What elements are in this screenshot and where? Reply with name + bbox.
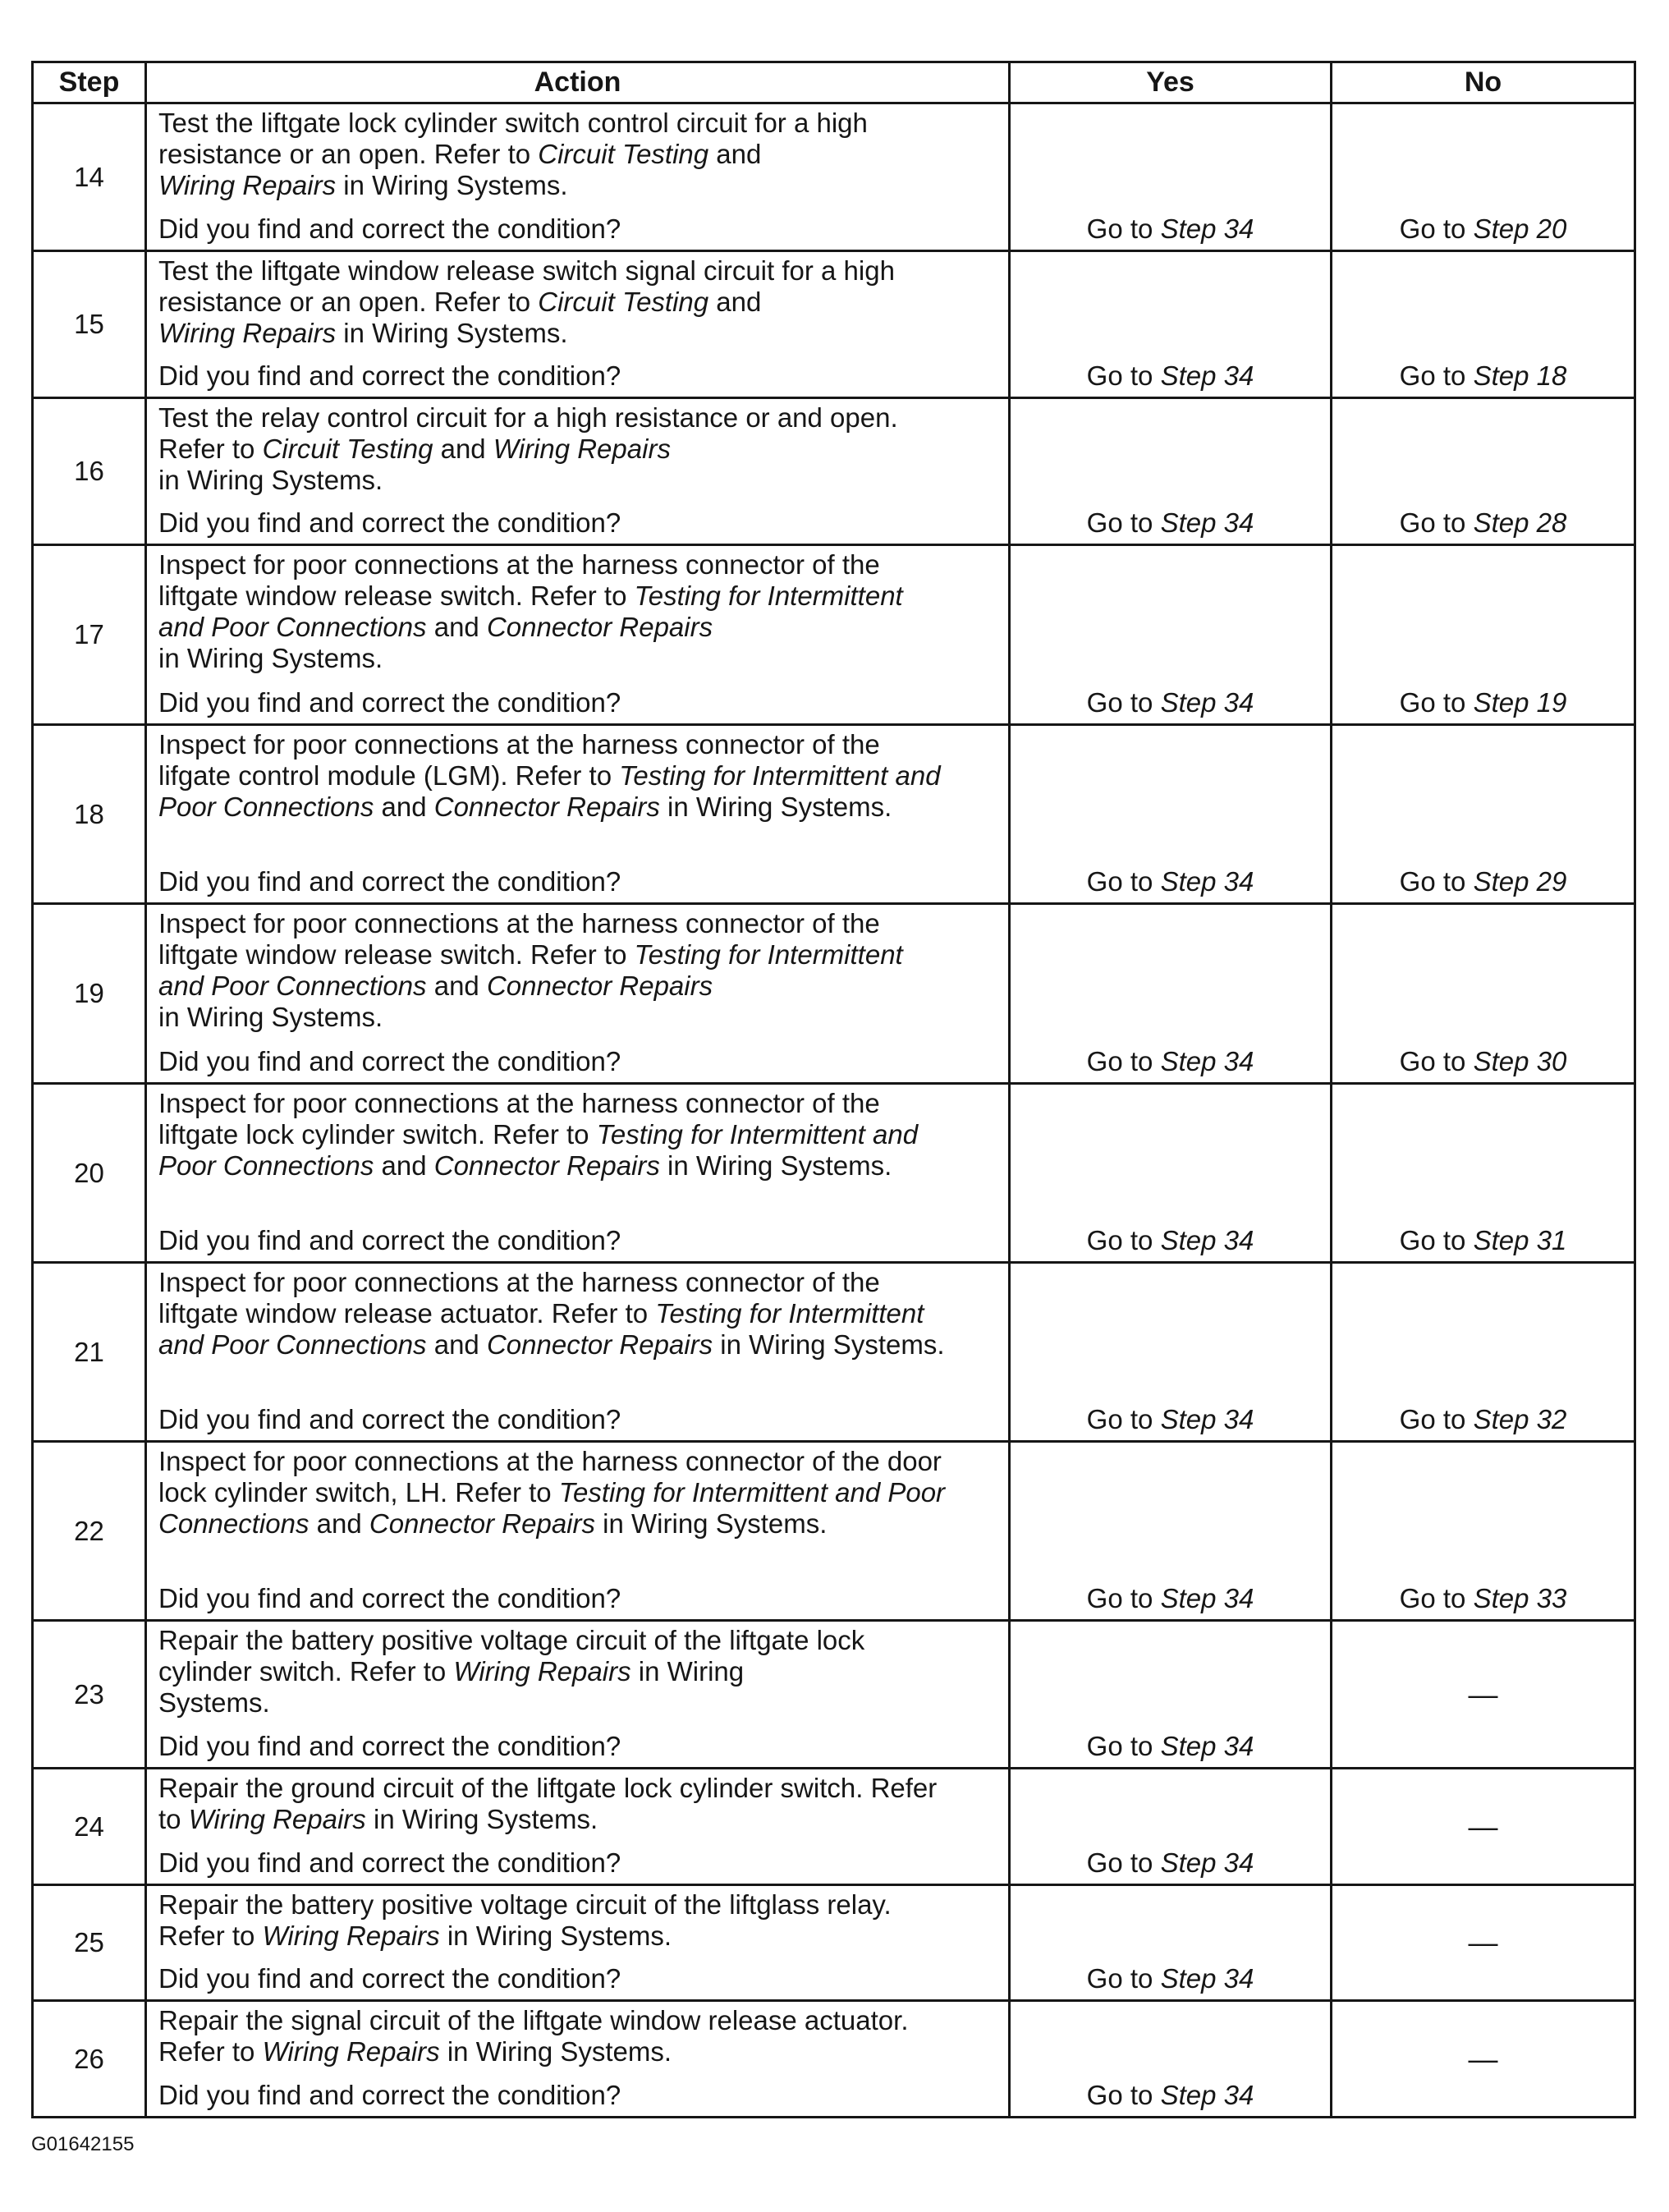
yes-cell	[1010, 1263, 1332, 1442]
action-text: and	[426, 612, 487, 642]
no-cell	[1332, 904, 1635, 1084]
action-text: and	[716, 287, 762, 317]
no-cell-empty: —	[1332, 1769, 1635, 1885]
go-to-label: Go to	[1086, 2080, 1153, 2110]
action-text: Inspect for poor connections at the harness connector of the lifgate control module (LGM). Refer to	[158, 729, 880, 791]
yes-cell	[1010, 251, 1332, 398]
reference-text: Testing for Intermittent and Poor Connections	[158, 1477, 946, 1539]
reference-text: Connector Repairs	[433, 1150, 660, 1181]
reference-text: Connector Repairs	[433, 792, 660, 822]
reference-text: Wiring Repairs	[493, 434, 671, 464]
step-number: 15	[33, 251, 146, 398]
action-cell	[146, 1263, 1010, 1442]
go-to-label: Go to	[1086, 213, 1153, 244]
no-step-ref: Step 28	[1473, 507, 1567, 538]
table-row	[33, 1769, 1635, 1885]
no-cell-empty: —	[1332, 1885, 1635, 2001]
action-cell	[146, 103, 1010, 251]
action-question: Did you find and correct the condition?	[158, 2080, 621, 2110]
action-cell	[146, 1442, 1010, 1621]
go-to-label: Go to	[1086, 1225, 1153, 1255]
step-number: 17	[33, 545, 146, 725]
no-step-ref: Step 31	[1473, 1225, 1567, 1255]
reference-text: Circuit Testing	[538, 139, 709, 169]
yes-step-ref: Step 34	[1160, 1731, 1254, 1761]
go-to-label: Go to	[1086, 1583, 1153, 1613]
action-cell	[146, 1885, 1010, 2001]
action-text: and	[374, 1150, 434, 1181]
action-cell	[146, 904, 1010, 1084]
table-row	[33, 725, 1635, 904]
action-question: Did you find and correct the condition?	[158, 1046, 621, 1076]
header-step: Step	[33, 62, 146, 103]
action-cell	[146, 2001, 1010, 2118]
action-text: and	[426, 971, 487, 1001]
no-step-ref: Step 19	[1473, 687, 1567, 718]
go-to-label: Go to	[1399, 360, 1466, 391]
action-description	[158, 108, 997, 201]
action-text: in Wiring Systems.	[659, 792, 892, 822]
action-text: in Wiring Systems.	[336, 318, 568, 348]
step-number: 18	[33, 725, 146, 904]
no-cell-empty: —	[1332, 2001, 1635, 2118]
yes-cell	[1010, 1769, 1332, 1885]
action-text: Test the relay control circuit for a high resistance or and open. Refer to	[158, 402, 898, 464]
action-question: Did you find and correct the condition?	[158, 360, 621, 391]
go-to-label: Go to	[1399, 213, 1466, 244]
action-text: in Wiring Systems.	[659, 1150, 892, 1181]
no-cell	[1332, 398, 1635, 545]
step-number: 16	[33, 398, 146, 545]
yes-cell	[1010, 1084, 1332, 1263]
action-description	[158, 1773, 997, 1835]
action-question: Did you find and correct the condition?	[158, 1731, 621, 1761]
action-question: Did you find and correct the condition?	[158, 1404, 621, 1434]
step-number: 14	[33, 103, 146, 251]
action-text: Inspect for poor connections at the harness connector of the liftgate window release switch. Refer to	[158, 549, 880, 611]
yes-cell	[1010, 2001, 1332, 2118]
go-to-label: Go to	[1086, 1404, 1153, 1434]
yes-step-ref: Step 34	[1160, 1404, 1254, 1434]
no-step-ref: Step 20	[1473, 213, 1567, 244]
yes-cell	[1010, 904, 1332, 1084]
go-to-label: Go to	[1086, 1731, 1153, 1761]
go-to-label: Go to	[1399, 1046, 1466, 1076]
action-description	[158, 549, 997, 674]
table-row	[33, 2001, 1635, 2118]
reference-text: Testing for Intermittent and Poor Connections	[158, 1119, 919, 1181]
action-question: Did you find and correct the condition?	[158, 1963, 621, 1994]
yes-cell	[1010, 398, 1332, 545]
reference-text: Connector Repairs	[486, 612, 713, 642]
action-text: Inspect for poor connections at the harness connector of the door lock cylinder switch, LH. Refer to	[158, 1446, 942, 1508]
action-question: Did you find and correct the condition?	[158, 213, 621, 244]
no-step-ref: Step 18	[1473, 360, 1567, 391]
diagnostic-table	[31, 61, 1636, 2118]
no-step-ref: Step 33	[1473, 1583, 1567, 1613]
action-description	[158, 1446, 997, 1540]
action-cell	[146, 1084, 1010, 1263]
table-row	[33, 1084, 1635, 1263]
action-text: in Wiring Systems.	[336, 170, 568, 200]
action-description	[158, 402, 997, 496]
action-text: Inspect for poor connections at the harness connector of the liftgate lock cylinder switch. Refer to	[158, 1088, 880, 1150]
yes-step-ref: Step 34	[1160, 687, 1254, 718]
action-description	[158, 1889, 997, 1952]
action-text: in Wiring Systems.	[439, 2036, 672, 2067]
reference-text: Circuit Testing	[538, 287, 709, 317]
action-description	[158, 255, 997, 349]
header-action: Action	[146, 62, 1010, 103]
reference-text: Wiring Repairs	[158, 318, 337, 348]
table-row	[33, 1621, 1635, 1769]
table-row	[33, 398, 1635, 545]
action-description	[158, 1088, 997, 1182]
yes-cell	[1010, 1442, 1332, 1621]
table-row	[33, 1442, 1635, 1621]
step-number: 19	[33, 904, 146, 1084]
action-description	[158, 1267, 997, 1361]
action-cell	[146, 1769, 1010, 1885]
action-text: Inspect for poor connections at the harness connector of the liftgate window release actuator. Refer to	[158, 1267, 880, 1329]
action-text: in Wiring Systems.	[595, 1508, 828, 1539]
action-description	[158, 729, 997, 823]
yes-step-ref: Step 34	[1160, 1046, 1254, 1076]
header-row	[33, 62, 1635, 103]
go-to-label: Go to	[1086, 687, 1153, 718]
go-to-label: Go to	[1086, 866, 1153, 897]
table-row	[33, 1885, 1635, 2001]
table-row	[33, 103, 1635, 251]
yes-step-ref: Step 34	[1160, 1963, 1254, 1994]
action-text: and	[309, 1508, 369, 1539]
go-to-label: Go to	[1399, 507, 1466, 538]
action-text: in Wiring Systems.	[158, 1002, 383, 1032]
yes-step-ref: Step 34	[1160, 213, 1254, 244]
action-question: Did you find and correct the condition?	[158, 1583, 621, 1613]
action-text: Test the liftgate window release switch signal circuit for a high resistance or an open. Refer to	[158, 255, 895, 317]
action-text: Repair the battery positive voltage circuit of the liftglass relay. Refer to	[158, 1889, 892, 1951]
reference-text: Wiring Repairs	[262, 2036, 440, 2067]
yes-step-ref: Step 34	[1160, 507, 1254, 538]
go-to-label: Go to	[1086, 360, 1153, 391]
action-text: Test the liftgate lock cylinder switch control circuit for a high resistance or an open. Refer to	[158, 108, 868, 169]
action-cell	[146, 1621, 1010, 1769]
reference-text: Testing for Intermittent and Poor Connections	[158, 939, 903, 1001]
header-no: No	[1332, 62, 1635, 103]
table-row	[33, 251, 1635, 398]
reference-text: Testing for Intermittent and Poor Connections	[158, 1298, 924, 1360]
action-text: and	[716, 139, 762, 169]
action-text: in Wiring Systems.	[713, 1329, 945, 1360]
reference-text: Wiring Repairs	[188, 1804, 366, 1834]
reference-text: Connector Repairs	[486, 971, 713, 1001]
go-to-label: Go to	[1086, 1847, 1153, 1878]
action-text: in Wiring Systems.	[365, 1804, 598, 1834]
action-description	[158, 1625, 997, 1719]
action-question: Did you find and correct the condition?	[158, 866, 621, 897]
no-cell	[1332, 251, 1635, 398]
figure-id: G01642155	[31, 2133, 135, 2155]
reference-text: Wiring Repairs	[158, 170, 337, 200]
yes-cell	[1010, 545, 1332, 725]
action-cell	[146, 398, 1010, 545]
no-step-ref: Step 32	[1473, 1404, 1567, 1434]
no-cell	[1332, 1263, 1635, 1442]
step-number: 20	[33, 1084, 146, 1263]
action-text: in Wiring Systems.	[158, 1656, 745, 1718]
go-to-label: Go to	[1399, 1225, 1466, 1255]
action-text: in Wiring Systems.	[158, 643, 383, 673]
no-step-ref: Step 29	[1473, 866, 1567, 897]
go-to-label: Go to	[1399, 1583, 1466, 1613]
action-question: Did you find and correct the condition?	[158, 507, 621, 538]
action-text: and	[426, 1329, 487, 1360]
go-to-label: Go to	[1399, 1404, 1466, 1434]
no-cell	[1332, 1084, 1635, 1263]
step-number: 26	[33, 2001, 146, 2118]
step-number: 22	[33, 1442, 146, 1621]
reference-text: Testing for Intermittent and Poor Connections	[158, 760, 941, 822]
action-text: in Wiring Systems.	[439, 1921, 672, 1951]
step-number: 23	[33, 1621, 146, 1769]
action-cell	[146, 725, 1010, 904]
reference-text: Wiring Repairs	[453, 1656, 631, 1687]
table-body	[33, 103, 1635, 2118]
reference-text: Circuit Testing	[262, 434, 433, 464]
go-to-label: Go to	[1399, 866, 1466, 897]
action-text: Repair the battery positive voltage circuit of the liftgate lock cylinder switch. Refer to	[158, 1625, 865, 1687]
yes-step-ref: Step 34	[1160, 2080, 1254, 2110]
action-description	[158, 2005, 997, 2067]
no-cell-empty: —	[1332, 1621, 1635, 1769]
action-description	[158, 908, 997, 1033]
yes-step-ref: Step 34	[1160, 866, 1254, 897]
yes-cell	[1010, 103, 1332, 251]
no-cell	[1332, 725, 1635, 904]
yes-step-ref: Step 34	[1160, 1847, 1254, 1878]
action-cell	[146, 545, 1010, 725]
action-question: Did you find and correct the condition?	[158, 1847, 621, 1878]
go-to-label: Go to	[1399, 687, 1466, 718]
step-number: 25	[33, 1885, 146, 2001]
go-to-label: Go to	[1086, 507, 1153, 538]
no-step-ref: Step 30	[1473, 1046, 1567, 1076]
yes-step-ref: Step 34	[1160, 1225, 1254, 1255]
yes-cell	[1010, 1621, 1332, 1769]
action-text: Inspect for poor connections at the harness connector of the liftgate window release switch. Refer to	[158, 908, 880, 970]
yes-step-ref: Step 34	[1160, 1583, 1254, 1613]
reference-text: Connector Repairs	[369, 1508, 595, 1539]
go-to-label: Go to	[1086, 1963, 1153, 1994]
no-cell	[1332, 545, 1635, 725]
no-cell	[1332, 103, 1635, 251]
no-cell	[1332, 1442, 1635, 1621]
action-text: in Wiring Systems.	[158, 465, 383, 495]
yes-cell	[1010, 725, 1332, 904]
reference-text: Wiring Repairs	[262, 1921, 440, 1951]
action-text: Repair the signal circuit of the liftgate window release actuator. Refer to	[158, 2005, 909, 2067]
action-cell	[146, 251, 1010, 398]
step-number: 21	[33, 1263, 146, 1442]
action-text: and	[374, 792, 434, 822]
action-question: Did you find and correct the condition?	[158, 687, 621, 718]
action-text: and	[433, 434, 493, 464]
table-row	[33, 904, 1635, 1084]
header-yes: Yes	[1010, 62, 1332, 103]
table-row	[33, 545, 1635, 725]
action-text: Repair the ground circuit of the liftgate lock cylinder switch. Refer to	[158, 1773, 938, 1834]
reference-text: Connector Repairs	[486, 1329, 713, 1360]
go-to-label: Go to	[1086, 1046, 1153, 1076]
yes-step-ref: Step 34	[1160, 360, 1254, 391]
reference-text: Testing for Intermittent and Poor Connections	[158, 581, 903, 642]
step-number: 24	[33, 1769, 146, 1885]
action-question: Did you find and correct the condition?	[158, 1225, 621, 1255]
yes-cell	[1010, 1885, 1332, 2001]
table-row	[33, 1263, 1635, 1442]
